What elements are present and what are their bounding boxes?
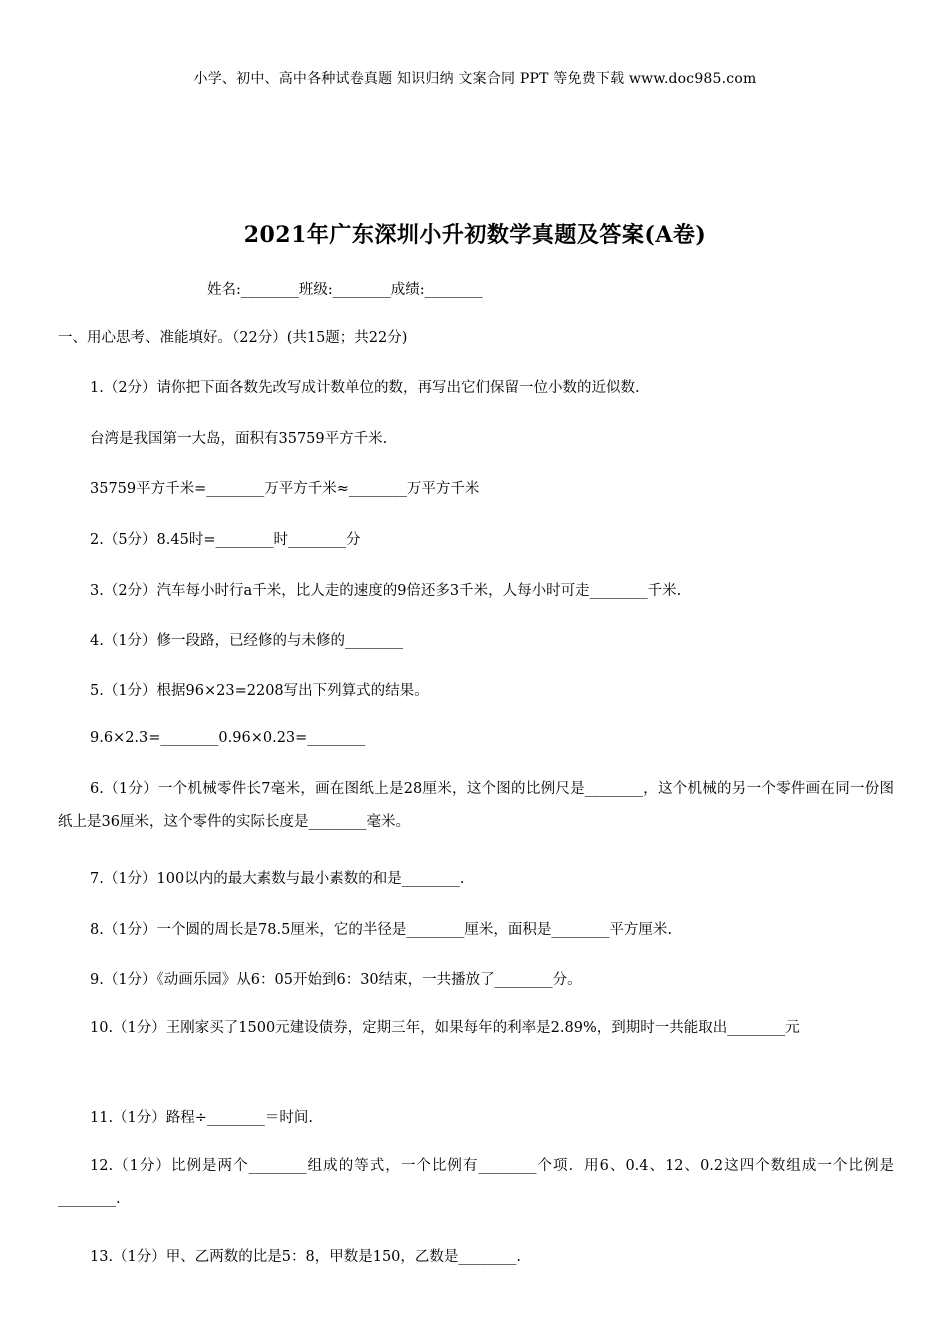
question-9: 9.（1分）《动画乐园》从6：05开始到6：30结束，一共播放了________分。 [90,972,582,988]
question-1: 1.（2分）请你把下面各数先改写成计数单位的数，再写出它们保留一位小数的近似数. [90,380,640,396]
section-heading: 一、用心思考、准能填好。（22分）(共15题；共22分) [58,330,408,346]
question-1-context: 台湾是我国第一大岛，面积有35759平方千米. [90,431,388,447]
question-2: 2.（5分）8.45时=________时________分 [90,532,361,548]
question-3: 3.（2分）汽车每小时行a千米，比人走的速度的9倍还多3千米，人每小时可走________千米. [90,583,682,599]
exam-title: 2021年广东深圳小升初数学真题及答案(A卷) [243,222,707,248]
question-5-blanks: 9.6×2.3=________0.96×0.23=________ [90,730,366,746]
question-7: 7.（1分）100以内的最大素数与最小素数的和是________. [90,871,465,887]
question-6: 6.（1分）一个机械零件长7毫米，画在图纸上是28厘米，这个图的比例尺是________，这个机械的另一个零件画在同一份图纸上是36厘米，这个零件的实际长度是________毫米。 [58,781,894,830]
question-5: 5.（1分）根据96×23=2208写出下列算式的结果。 [90,683,429,699]
question-13: 13.（1分）甲、乙两数的比是5：8，甲数是150，乙数是________. [90,1249,522,1265]
question-8: 8.（1分）一个圆的周长是78.5厘米，它的半径是________厘米，面积是________平方厘米. [90,922,672,938]
question-4: 4.（1分）修一段路，已经修的与未修的________ [90,633,404,649]
site-banner: 小学、初中、高中各种试卷真题 知识归纳 文案合同 PPT 等免费下载 www.doc985.com [193,71,757,87]
question-12: 12.（1分）比例是两个________组成的等式，一个比例有________个项．用6、0.4、12、0.2这四个数组成一个比例是________. [58,1158,894,1207]
question-11: 11.（1分）路程÷________＝时间. [90,1110,314,1126]
question-10: 10.（1分）王刚家买了1500元建设债券，定期三年，如果每年的利率是2.89%，到期时一共能取出________元 [90,1020,800,1036]
student-info-line: 姓名:________班级:________成绩:________ [207,282,483,298]
question-1-blanks: 35759平方千米=________万平方千米≈________万平方千米 [90,481,480,497]
